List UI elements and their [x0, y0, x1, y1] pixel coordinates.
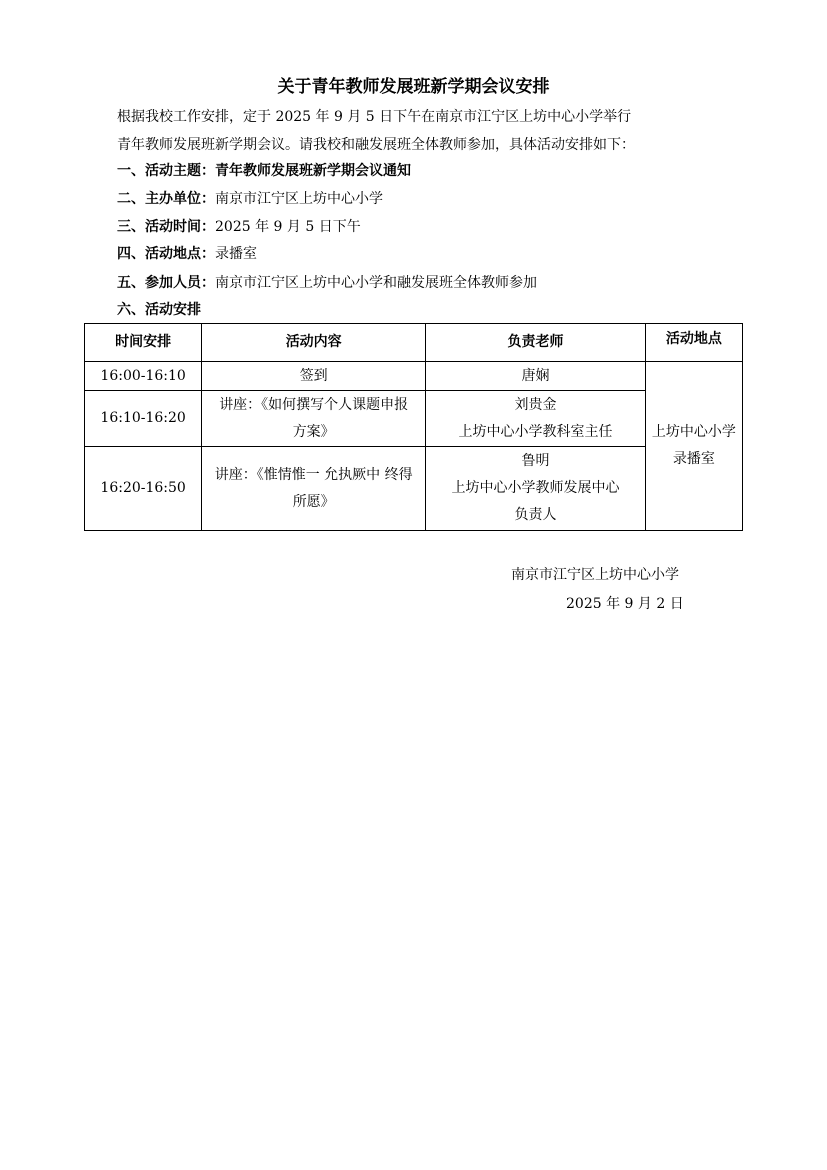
signature-org: 南京市江宁区上坊中心小学	[511, 567, 679, 583]
item-label: 二、主办单位：	[117, 191, 215, 207]
cell-content: 讲座：《如何撰写个人课题申报方案》	[202, 391, 426, 447]
cell-place: 上坊中心小学录播室	[645, 362, 742, 531]
teacher-title: 上坊中心小学教师发展中心	[451, 480, 620, 496]
item-value: 2025 年 9 月 5 日下午	[215, 219, 361, 235]
document-title: 关于青年教师发展班新学期会议安排	[277, 77, 550, 97]
item-value: 南京市江宁区上坊中心小学和融发展班全体教师参加	[215, 275, 537, 291]
teacher-title-2: 负责人	[514, 507, 557, 523]
cell-time: 16:10-16:20	[85, 391, 202, 447]
item-label: 三、活动时间：	[117, 219, 215, 235]
header-teacher: 负责老师	[426, 324, 646, 362]
item-time	[117, 214, 361, 240]
item-participants	[117, 270, 537, 296]
item-value: 南京市江宁区上坊中心小学	[215, 191, 383, 207]
cell-content: 讲座：《惟情惟一 允执厥中 终得所愿》	[202, 447, 426, 531]
schedule-table	[84, 323, 743, 531]
item-organizer	[117, 186, 383, 212]
intro-line-1: 根据我校工作安排，定于 2025 年 9 月 5 日下午在南京市江宁区上坊中心小学举行	[117, 109, 632, 125]
item-value: 录播室	[215, 246, 257, 262]
item-theme	[117, 158, 411, 184]
table-header-row	[85, 324, 743, 362]
item-location	[117, 241, 257, 267]
table-row	[85, 447, 743, 531]
cell-teacher	[426, 447, 646, 531]
teacher-name: 鲁明	[521, 453, 550, 469]
intro-paragraph	[117, 103, 717, 159]
item-value: 青年教师发展班新学期会议通知	[215, 163, 411, 179]
signature-date: 2025 年 9 月 2 日	[566, 596, 684, 612]
cell-time: 16:20-16:50	[85, 447, 202, 531]
cell-teacher	[426, 391, 646, 447]
header-content: 活动内容	[202, 324, 426, 362]
item-schedule	[117, 297, 201, 323]
cell-time: 16:00-16:10	[85, 362, 202, 391]
teacher-name: 唐娴	[521, 367, 550, 384]
table-row	[85, 391, 743, 447]
teacher-title: 上坊中心小学教科室主任	[458, 423, 613, 440]
item-label: 六、活动安排	[117, 302, 201, 318]
header-time: 时间安排	[85, 324, 202, 362]
header-place: 活动地点	[645, 324, 742, 362]
intro-line-2: 青年教师发展班新学期会议。请我校和融发展班全体教师参加，具体活动安排如下：	[117, 137, 635, 153]
item-label: 四、活动地点：	[117, 246, 215, 262]
cell-content: 签到	[202, 362, 426, 391]
item-label: 五、参加人员：	[117, 275, 215, 291]
table-row	[85, 362, 743, 391]
item-label: 一、活动主题：	[117, 163, 215, 179]
cell-teacher	[426, 362, 646, 391]
teacher-name: 刘贵金	[514, 396, 557, 413]
